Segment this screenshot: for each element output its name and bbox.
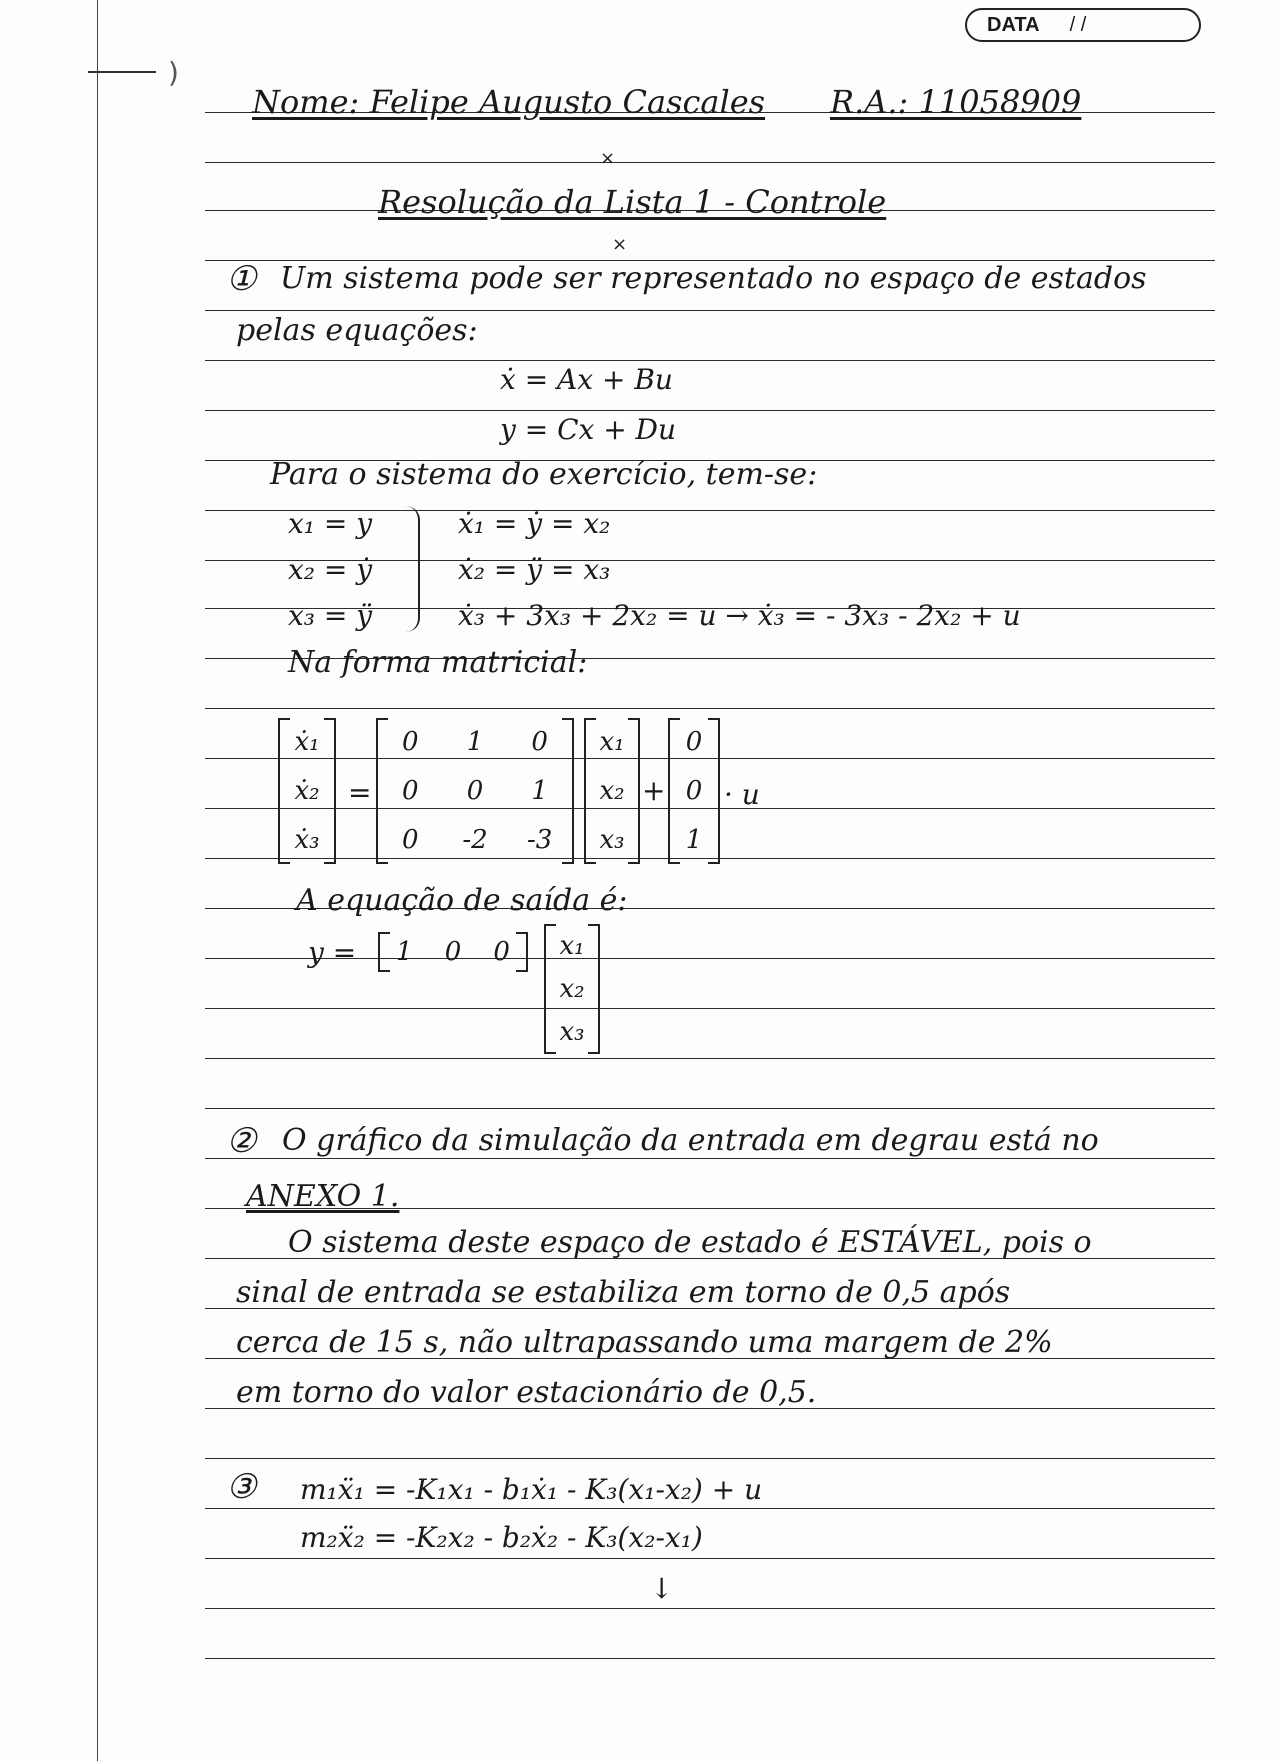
q2-line6: em torno do valor estacionário de 0,5. [236,1375,817,1410]
output-intro: A equação de saída é: [296,883,628,918]
q3-eq2: m₂ẍ₂ = -K₂x₂ - b₂ẋ₂ - K₃(x₂-x₁) [300,1521,703,1554]
deriv-x2: ẋ₂ = ÿ = x₃ [458,553,611,586]
q1-intro-b: pelas equações: [236,313,478,348]
matrix-a-entry: 1 [531,775,548,806]
q3-eq1: m₁ẍ₁ = -K₁x₁ - b₁ẋ₁ - K₃(x₁-x₂) + u [300,1473,763,1506]
x-entry: x₂ [599,775,625,806]
matrix-a-entry: 0 [531,727,548,758]
ruled-line [205,708,1215,709]
matrix-a-entry: 0 [466,775,484,806]
matrix-intro: Na forma matricial: [288,645,588,680]
date-box [965,8,1201,42]
q1-number: ① [226,259,257,299]
arrow-down-icon: ↓ [650,1572,674,1605]
matrix-a-entry: -2 [462,824,488,855]
xdot-entry: ẋ₁ [294,727,320,758]
matrix-c-entry: 0 [444,937,462,967]
date-label: DATA [987,13,1040,36]
matrix-c [378,932,528,972]
matrix-a [376,718,574,864]
eq-state: ẋ = Ax + Bu [500,363,673,396]
times-u: · u [724,778,760,811]
y-label: y = [308,936,357,969]
x-output-entry: x₁ [559,930,585,961]
def-x3: x₃ = ÿ [288,599,373,632]
matrix-a-entry: 0 [402,727,419,758]
xdot-entry: ẋ₂ [294,775,320,806]
brace-icon [400,506,420,632]
q2-line4: sinal de entrada se estabiliza em torno de 0,5 após [236,1275,1011,1310]
q1-para: Para o sistema do exercício, tem-se: [270,457,818,492]
eq-output: y = Cx + Du [500,413,677,446]
ruled-line [205,1458,1215,1459]
ruled-line [205,1608,1215,1609]
x-output-entry: x₃ [559,1017,585,1048]
side-dash [88,71,156,73]
q2-line3: O sistema deste espaço de estado é ESTÁVEL, pois o [288,1225,1092,1260]
ruled-line [205,310,1215,311]
subject-line: Resolução da Lista 1 - Controle [378,183,887,221]
ruled-line [205,1108,1215,1109]
ra-line: R.A.: 11058909 [830,83,1082,121]
ruled-line [205,1158,1215,1159]
matrix-b-entry: 0 [685,727,703,758]
q3-number: ③ [226,1467,257,1507]
q2-line2: ANEXO 1. [246,1179,400,1214]
ruled-line [205,1508,1215,1509]
x-vector-output [544,924,600,1054]
date-value: / / [1069,13,1087,36]
matrix-a-entry: -3 [526,824,553,855]
plus-sign: + [642,774,666,807]
q2-line5: cerca de 15 s, não ultrapassando uma margem de 2% [236,1325,1053,1360]
x-entry: x₁ [599,727,625,758]
equals-sign: = [348,776,372,809]
matrix-a-entry: 1 [466,727,484,758]
ruled-line [205,410,1215,411]
ruled-line [205,360,1215,361]
matrix-b-entry: 0 [685,775,703,806]
matrix-b [668,718,720,864]
matrix-b-entry: 1 [685,824,703,855]
matrix-c-entry: 1 [396,937,413,967]
cross-mark-icon: × [612,234,628,255]
ruled-line [205,162,1215,163]
matrix-a-entry: 0 [402,775,419,806]
x-output-entry: x₂ [559,973,585,1004]
margin-line [97,0,98,1761]
def-x1: x₁ = y [288,507,373,540]
side-paren: ) [168,56,179,89]
matrix-c-entry: 0 [493,937,510,967]
xdot-vector [278,718,336,864]
def-x2: x₂ = ẏ [288,553,373,586]
deriv-x3: ẋ₃ + 3x₃ + 2x₂ = u → ẋ₃ = - 3x₃ - 2x₂ + u [458,599,1021,632]
ruled-line [205,958,1215,959]
x-vector [584,718,640,864]
ruled-line [205,1658,1215,1659]
q2-number: ② [226,1121,257,1161]
ruled-line [205,1008,1215,1009]
ruled-line [205,1058,1215,1059]
q1-intro-a: Um sistema pode ser representado no espaço de estados [280,261,1147,296]
q2-line1: O gráfico da simulação da entrada em degrau está no [282,1123,1099,1158]
deriv-x1: ẋ₁ = ẏ = x₂ [458,507,611,540]
name-line: Nome: Felipe Augusto Cascales [252,83,766,121]
x-entry: x₃ [599,824,625,855]
xdot-entry: ẋ₃ [294,824,320,855]
ruled-line [205,1558,1215,1559]
cross-mark-icon: × [600,148,616,169]
matrix-a-entry: 0 [402,824,419,855]
